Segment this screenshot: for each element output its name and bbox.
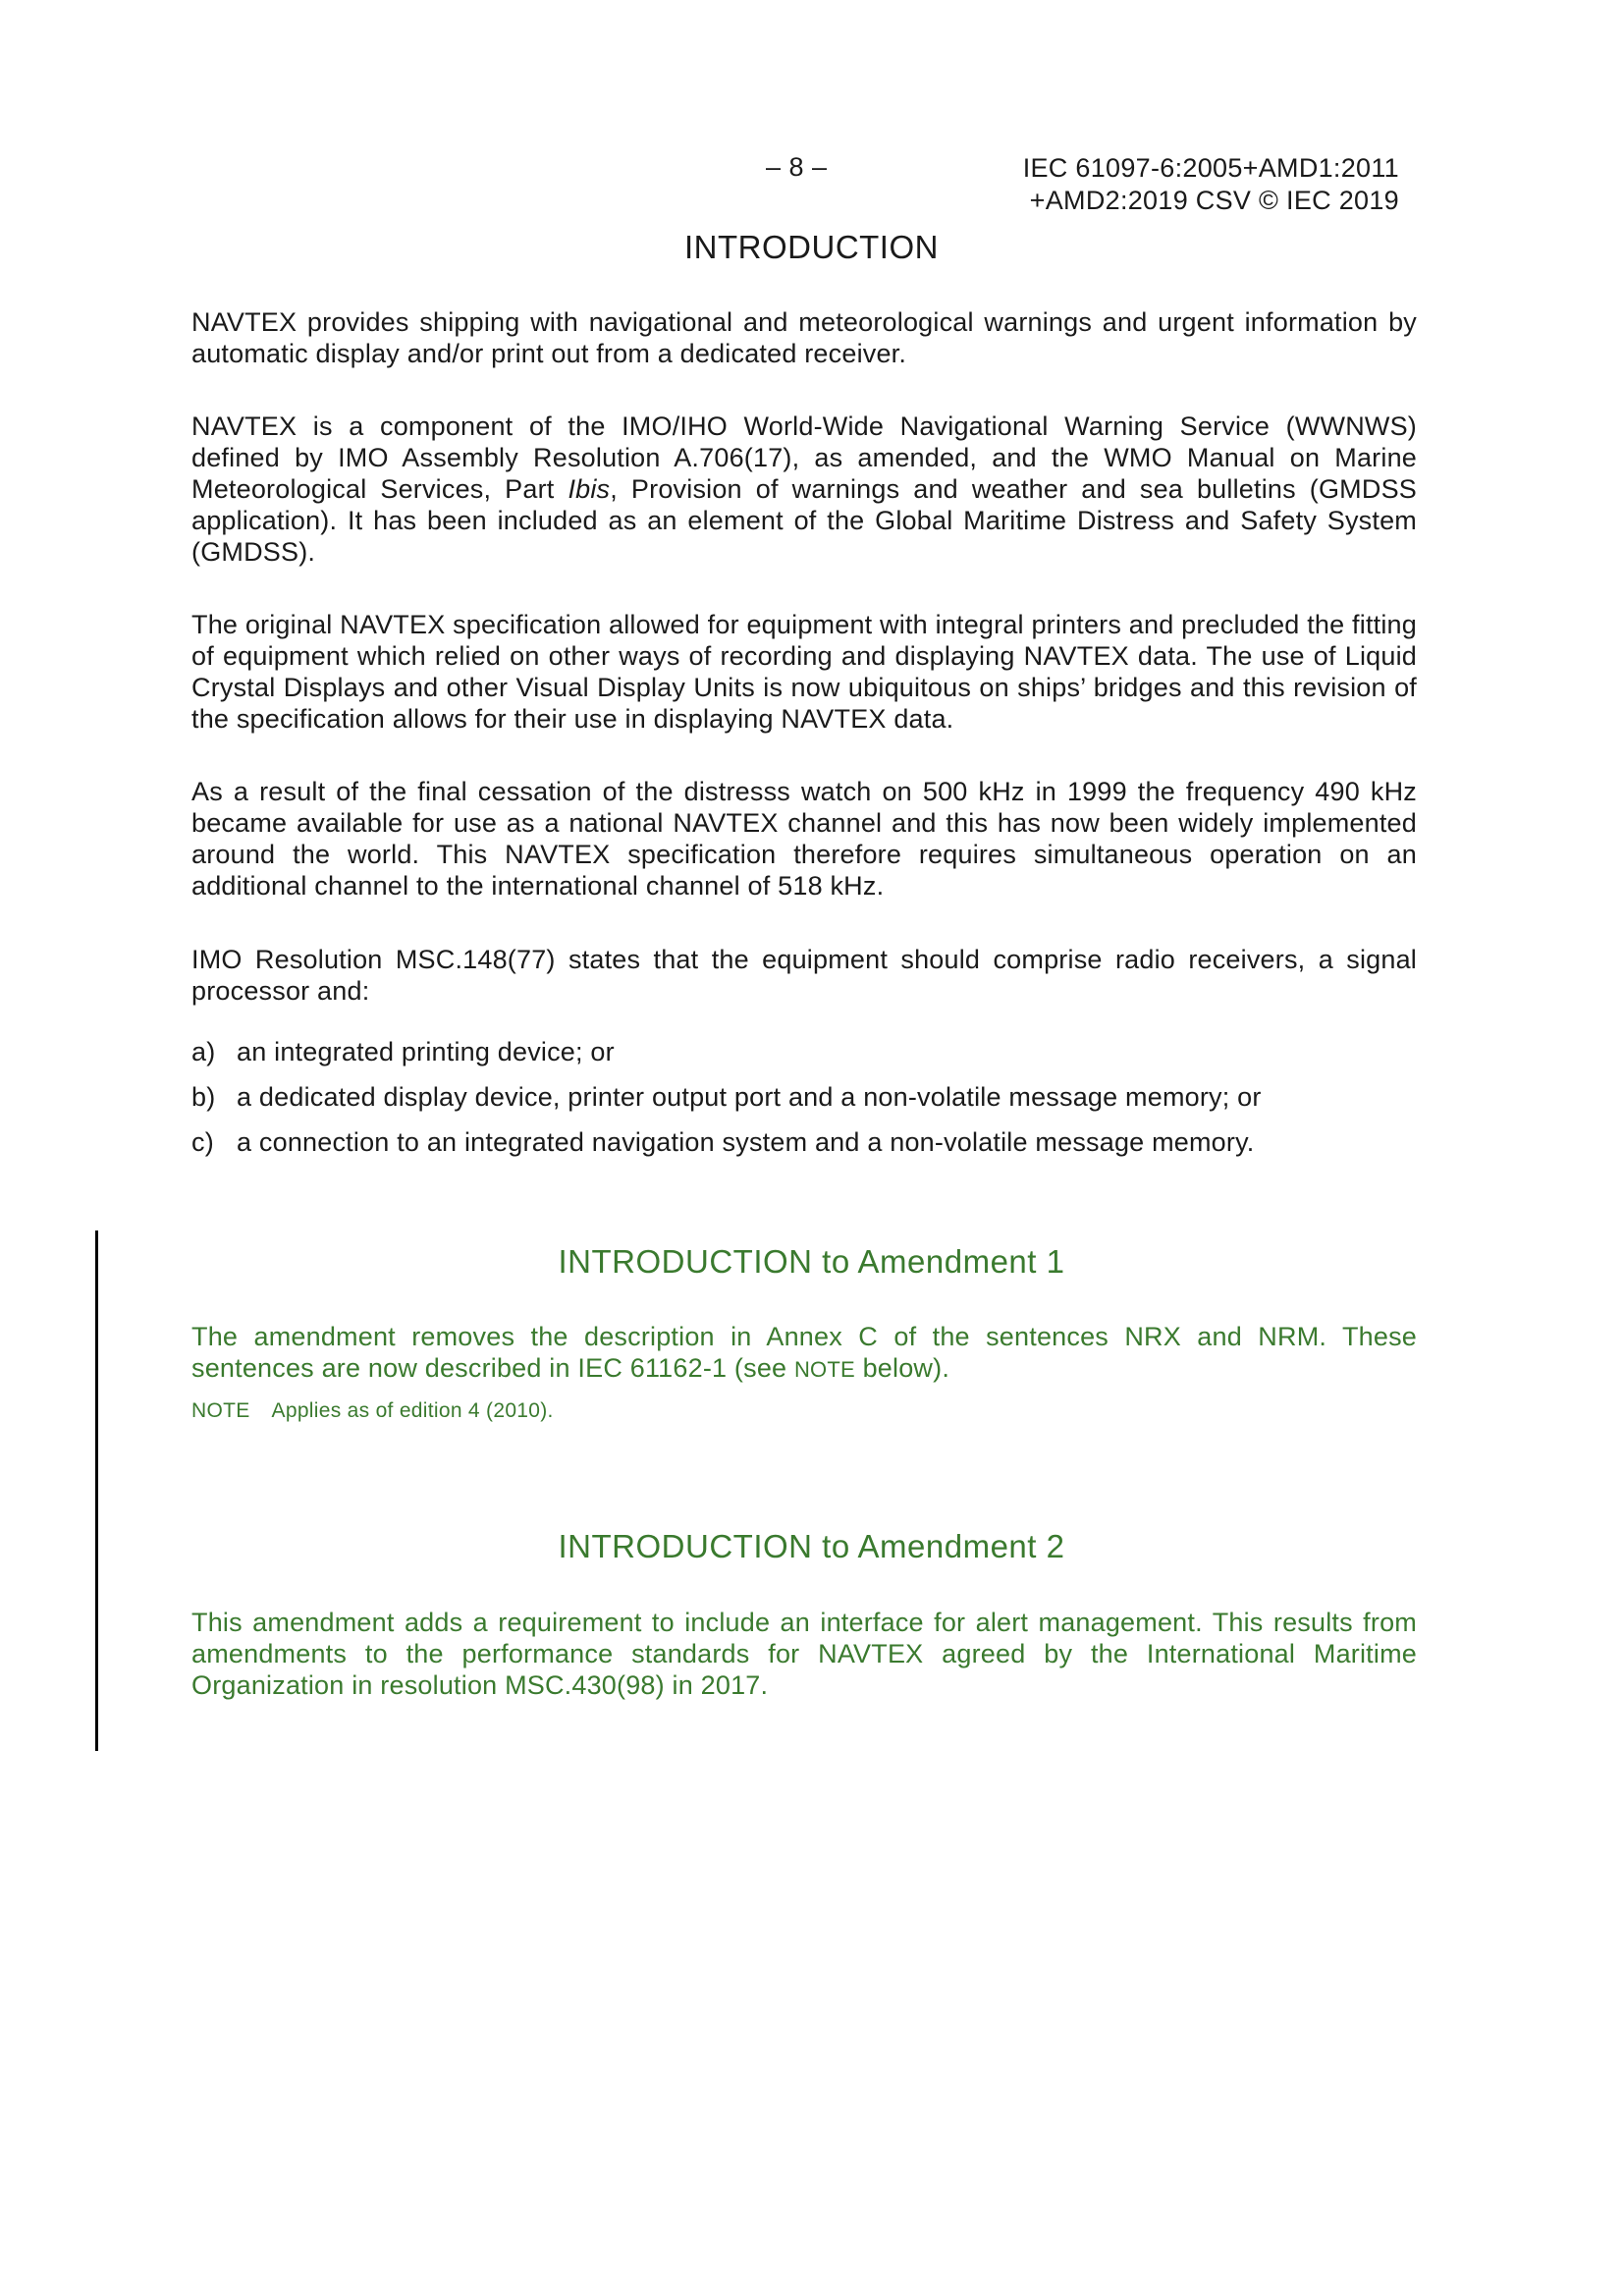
paragraph-text: As a result of the final cessation of the distresss watch on 500 kHz in 1999 the frequency 490 kHz became available for use as a national NAVTEX channel and this has now been widely implemented around the world. This NAVTEX specification therefore requires simultaneous operation on an additional channel to the international channel of 518 kHz. [191, 777, 1417, 901]
amendment-1-title: INTRODUCTION to Amendment 1 [558, 1243, 1065, 1280]
document-identifier-line1: IEC 61097-6:2005+AMD1:2011 [1022, 153, 1399, 183]
paragraph-text-part2: , Provision of warnings and weather and sea bulletins (GMDSS application). It has been included as an element of the Global Maritime Distress and Safety System (GMDSS). [191, 474, 1417, 567]
amendment-1-paragraph [191, 1321, 1417, 1386]
introduction-paragraph-5 [191, 944, 1417, 1007]
note-reference: NOTE [793, 1357, 855, 1382]
list-item-text: an integrated printing device; or [237, 1037, 615, 1066]
document-identifier-line2: +AMD2:2019 CSV © IEC 2019 [1029, 186, 1399, 215]
paragraph-text: NAVTEX provides shipping with navigational and meteorological warnings and urgent information by automatic display and/or print out from a dedicated receiver. [191, 307, 1417, 368]
paragraph-text-part2: below). [854, 1353, 950, 1383]
introduction-title: INTRODUCTION [684, 229, 939, 265]
paragraph-text: The original NAVTEX specification allowed for equipment with integral printers and precluded the fitting of equipment which relied on other ways of recording and displaying NAVTEX data. The use of Liquid Crystal Displays and other Visual Display Units is now ubiquitous on ships’ bridges and this revision of the specification allows for their use in displaying NAVTEX data. [191, 610, 1417, 734]
paragraph-text-part1: The amendment removes the description in Annex C of the sentences NRX and NRM. These sentences are now described in IEC 61162-1 (see [191, 1322, 1417, 1383]
change-bar [95, 1230, 98, 1751]
list-item-text: a dedicated display device, printer output port and a non-volatile message memory; or [237, 1082, 1262, 1112]
introduction-paragraph-2 [191, 410, 1417, 568]
introduction-paragraph-1 [191, 306, 1417, 369]
paragraph-text-italic: Ibis [568, 474, 611, 504]
page-number: – 8 – [766, 152, 828, 182]
paragraph-text: IMO Resolution MSC.148(77) states that the equipment should comprise radio receivers, a signal processor and: [191, 945, 1417, 1006]
list-item-a [191, 1036, 1419, 1067]
note [191, 1399, 554, 1423]
list-marker: c) [191, 1127, 214, 1157]
list-marker: b) [191, 1082, 216, 1112]
list-marker: a) [191, 1037, 216, 1066]
list-item-text: a connection to an integrated navigation system and a non-volatile message memory. [237, 1127, 1255, 1157]
note-label: NOTE [191, 1399, 250, 1422]
list-item-b [191, 1081, 1419, 1113]
introduction-paragraph-4 [191, 776, 1417, 902]
amendment-2-paragraph [191, 1607, 1417, 1701]
paragraph-text: This amendment adds a requirement to include an interface for alert management. This results from amendments to the performance standards for NAVTEX agreed by the International Maritime Organization in resolution MSC.430(98) in 2017. [191, 1608, 1417, 1700]
paragraph-text [191, 410, 1417, 568]
introduction-paragraph-3 [191, 609, 1417, 735]
paragraph-text [191, 1321, 1417, 1386]
paragraph-text-part1: NAVTEX is a component of the IMO/IHO World-Wide Navigational Warning Service (WWNWS) defined by IMO Assembly Resolution A.706(17), as amended, and the WMO Manual on Marine Meteorological Services, Part [191, 411, 1417, 504]
list-item-c [191, 1126, 1419, 1158]
document-identifier [1023, 152, 1399, 217]
note-text: Applies as of edition 4 (2010). [271, 1399, 554, 1422]
amendment-2-title: INTRODUCTION to Amendment 2 [558, 1528, 1065, 1564]
